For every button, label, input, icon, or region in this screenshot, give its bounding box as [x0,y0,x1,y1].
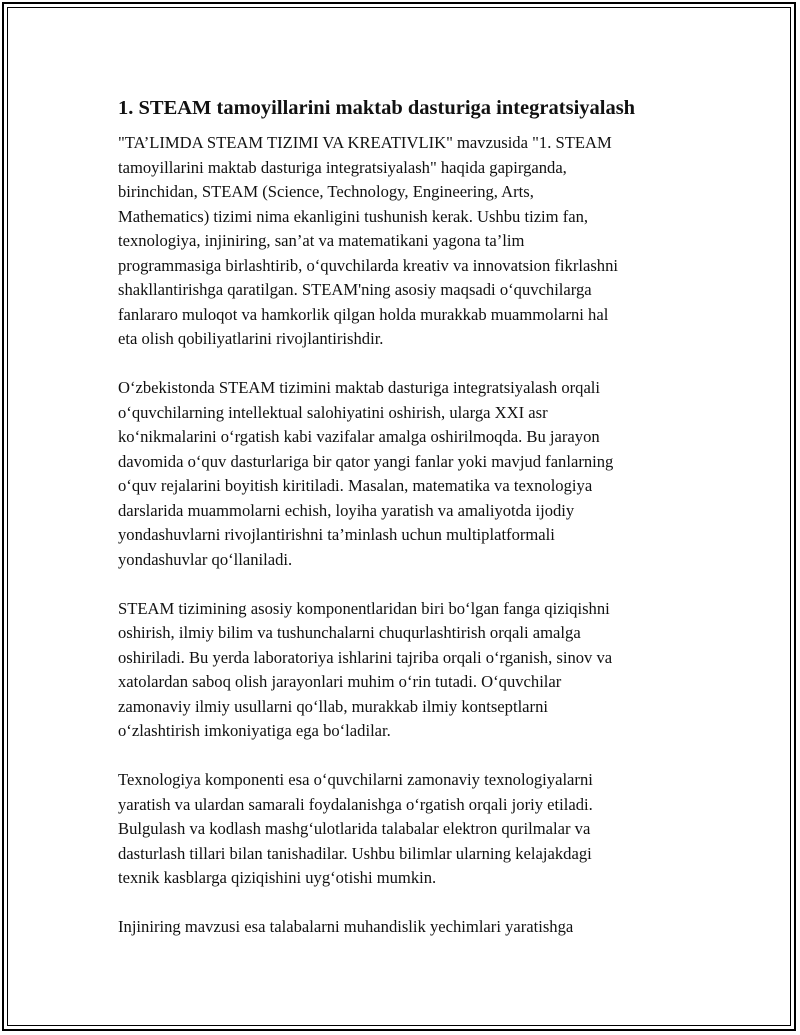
section-heading: 1. STEAM tamoyillarini maktab dasturiga integratsiyalash [118,97,636,119]
text-line: xatolardan saboq olish jarayonlari muhim o‘rin tutadi. O‘quvchilar [118,672,562,691]
text-line: fanlararo muloqot va hamkorlik qilgan holda murakkab muammolarni hal [118,304,609,324]
text-line: oshiriladi. Bu yerda laboratoriya ishlarini tajriba orqali o‘rganish, sinov va [118,647,613,667]
text-line: dasturlash tillari bilan tanishadilar. Ushbu bilimlar ularning kelajakdagi [118,843,592,863]
paragraph-1 [118,131,684,352]
text-line: "TA’LIMDA STEAM TIZIMI VA KREATIVLIK" mavzusida "1. STEAM [118,133,612,152]
paragraph-3 [118,597,684,744]
text-line: O‘zbekistonda STEAM tizimini maktab dasturiga integratsiyalash orqali [118,378,601,397]
text-line: yondashuvlarni rivojlantirishni ta’minlash uchun multiplatformali [118,525,555,544]
text-line: STEAM tizimining asosiy komponentlaridan biri bo‘lgan fanga qiziqishni [118,598,610,618]
text-line: Bulgulash va kodlash mashg‘ulotlarida talabalar elektron qurilmalar va [118,819,591,838]
text-line: Injiniring mavzusi esa talabalarni muhandislik yechimlari yaratishga [118,917,574,936]
text-line: yaratish va ulardan samarali foydalanishga o‘rgatish orqali joriy etiladi. [118,794,593,814]
text-line: tamoyillarini maktab dasturiga integratsiyalash" haqida gapirganda, [118,157,567,177]
text-line: yondashuvlar qo‘llaniladi. [118,549,293,569]
text-line: texnik kasblarga qiziqishini uyg‘otishi mumkin. [118,868,437,887]
text-line: o‘quvchilarning intellektual salohiyatini oshirish, ularga XXI asr [118,402,548,422]
text-line: programmasiga birlashtirib, o‘quvchilarda kreativ va innovatsion fikrlashni [118,255,618,275]
text-line: birinchidan, STEAM (Science, Technology, Engineering, Arts, [118,182,534,201]
text-line: shakllantirishga qaratilgan. STEAM'ning asosiy maqsadi o‘quvchilarga [118,280,592,299]
text-line: o‘zlashtirish imkoniyatiga ega bo‘ladilar. [118,721,391,740]
text-line: darslarida muammolarni echish, loyiha yaratish va amaliyotda ijodiy [118,500,575,520]
text-line: ko‘nikmalarini o‘rgatish kabi vazifalar amalga oshirilmoqda. Bu jarayon [118,427,600,446]
text-line: zamonaviy ilmiy usullarni qo‘llab, murakkab ilmiy kontseptlarni [118,696,548,716]
text-line: oshirish, ilmiy bilim va tushunchalarni chuqurlashtirish orqali amalga [118,623,581,642]
text-line: eta olish qobiliyatlarini rivojlantirishdir. [118,329,384,348]
paragraph-5 [118,915,684,940]
text-line: Mathematics) tizimi nima ekanligini tushunish kerak. Ushbu tizim fan, [118,206,589,226]
document-body [118,95,684,964]
text-line: davomida o‘quv dasturlariga bir qator yangi fanlar yoki mavjud fanlarning [118,451,614,471]
paragraph-4 [118,768,684,891]
text-line: Texnologiya komponenti esa o‘quvchilarni zamonaviy texnologiyalarni [118,770,593,789]
text-line: texnologiya, injiniring, san’at va matematikani yagona ta’lim [118,231,525,250]
text-line: o‘quv rejalarini boyitish kiritiladi. Masalan, matematika va texnologiya [118,476,593,495]
paragraph-2 [118,376,684,572]
